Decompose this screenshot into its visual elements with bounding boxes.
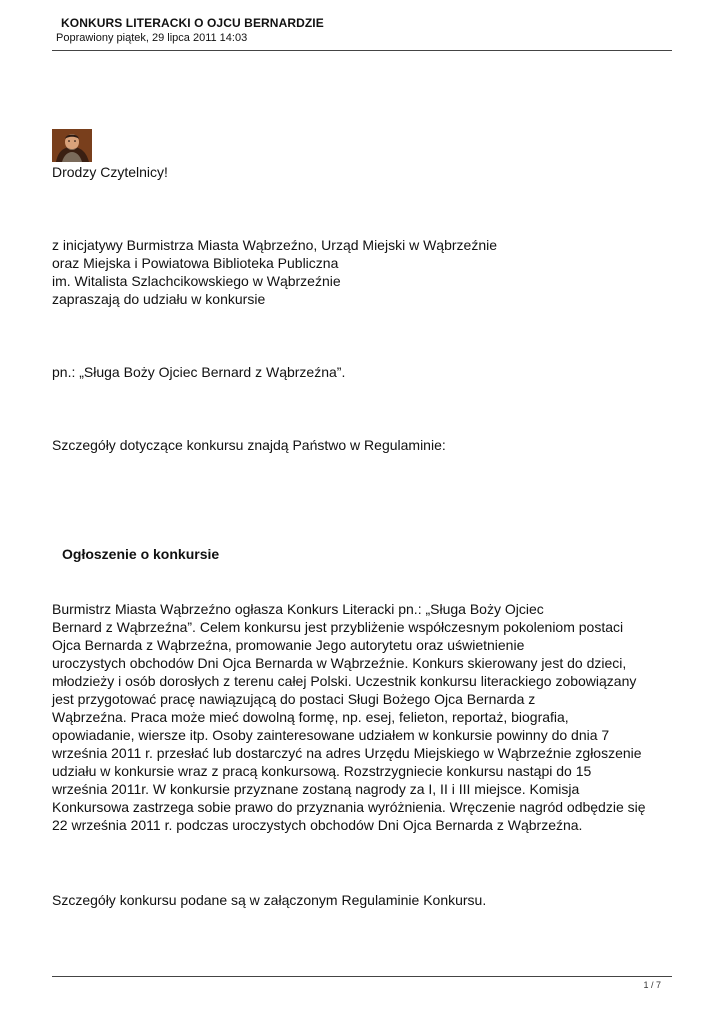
revision-date: Poprawiony piątek, 29 lipca 2011 14:03	[56, 32, 248, 44]
regulations-notice: Szczegóły dotyczące konkursu znajdą Państwo w Regulaminie:	[52, 437, 446, 453]
footer-divider	[52, 976, 672, 977]
announcement-line: opowiadanie, wiersze itp. Osoby zainteresowane udziałem w konkursie powinny do dnia 7	[52, 727, 610, 743]
announcement-line: września 2011r. W konkursie przyznane zostaną nagrody za I, II i III miejsce. Komisja	[52, 781, 580, 797]
document-title: KONKURS LITERACKI O OJCU BERNARDZIE	[61, 16, 324, 30]
intro-line: zapraszają do udziału w konkursie	[52, 291, 266, 307]
father-bernard-portrait	[52, 129, 92, 162]
announcement-line: Ojca Bernarda z Wąbrzeźna, promowanie Jego autorytetu oraz uświetnienie	[52, 637, 525, 653]
announcement-line: Burmistrz Miasta Wąbrzeźno ogłasza Konkurs Literacki pn.: „Sługa Boży Ojciec	[52, 601, 544, 617]
closing-line: Szczegóły konkursu podane są w załączonym Regulaminie Konkursu.	[52, 892, 487, 908]
intro-line: im. Witalista Szlachcikowskiego w Wąbrzeźnie	[52, 273, 341, 289]
announcement-line: młodzieży i osób dorosłych z terenu całej Polski. Uczestnik konkursu literackiego zobowiązany	[52, 673, 637, 689]
announcement-line: uroczystych obchodów Dni Ojca Bernarda w Wąbrzeźnie. Konkurs skierowany jest do dzieci,	[52, 655, 627, 671]
page-number: 1 / 7	[643, 980, 661, 990]
contest-name: pn.: „Sługa Boży Ojciec Bernard z Wąbrzeźna”.	[52, 364, 346, 380]
header-divider	[52, 50, 672, 51]
intro-line: z inicjatywy Burmistrza Miasta Wąbrzeźno, Urząd Miejski w Wąbrzeźnie	[52, 237, 497, 253]
announcement-line: września 2011 r. przesłać lub dostarczyć na adres Urzędu Miejskiego w Wąbrzeźnie zgłoszenie	[52, 745, 642, 761]
intro-line: oraz Miejska i Powiatowa Biblioteka Publiczna	[52, 255, 339, 271]
announcement-line: Wąbrzeźna. Praca może mieć dowolną formę, np. esej, felieton, reportaż, biografia,	[52, 709, 569, 725]
greeting: Drodzy Czytelnicy!	[52, 164, 168, 180]
section-heading: Ogłoszenie o konkursie	[62, 546, 220, 562]
announcement-line: 22 września 2011 r. podczas uroczystych obchodów Dni Ojca Bernarda z Wąbrzeźna.	[52, 817, 583, 833]
announcement-line: jest przygotować pracę nawiązującą do postaci Sługi Bożego Ojca Bernarda z	[52, 691, 536, 707]
announcement-line: Bernard z Wąbrzeźna”. Celem konkursu jest przybliżenie współczesnym pokoleniom postaci	[52, 619, 624, 635]
announcement-line: udziału w konkursie wraz z pracą konkursową. Rozstrzygniecie konkursu nastąpi do 15	[52, 763, 592, 779]
announcement-line: Konkursowa zastrzega sobie prawo do przyznania wyróżnienia. Wręczenie nagród odbędzie się	[52, 799, 646, 815]
